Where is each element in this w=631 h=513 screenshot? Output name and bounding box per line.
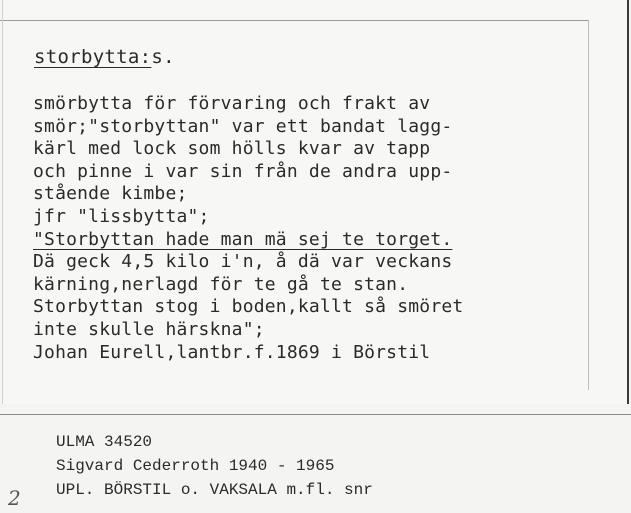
card-top-rule	[0, 20, 588, 21]
card-right-rule	[588, 20, 589, 390]
location: UPL. BÖRSTIL o. VAKSALA m.fl. snr	[56, 481, 373, 499]
source-line: Johan Eurell,lantbr.f.1869 i Börstil	[33, 341, 431, 363]
quote-line: kärning,nerlagd för te gå te stan.	[33, 273, 409, 295]
archive-id: ULMA 34520	[56, 433, 153, 451]
text-line: och pinne i var sin från de andra upp-	[33, 160, 453, 182]
text-line: smör;"storbyttan" var ett bandat lagg-	[33, 115, 453, 137]
text-line: smörbytta för förvaring och frakt av	[33, 93, 431, 114]
definition-text	[33, 93, 463, 364]
quote-line: "Storbyttan hade man mä sej te torget.	[33, 228, 453, 250]
text-line: kärl med lock som hölls kvar av tapp	[33, 138, 431, 160]
card-left-edge	[2, 0, 3, 404]
footer-divider	[0, 414, 631, 415]
collector: Sigvard Cederroth 1940 - 1965	[56, 457, 335, 475]
text-line: stående kimbe;	[33, 183, 188, 205]
headword: storbytta:	[34, 46, 152, 68]
text-line: jfr "lissbytta";	[33, 205, 210, 227]
headword-line	[34, 46, 175, 68]
gender-label: s.	[151, 46, 175, 68]
quote-line: Storbyttan stog i boden,kallt så smöret	[33, 296, 464, 318]
archive-footer	[56, 430, 373, 502]
quote-line: Dä geck 4,5 kilo i'n, å dä var veckans	[33, 251, 453, 273]
quote-line: inte skulle härskna";	[33, 318, 265, 340]
page-number: 2	[8, 486, 21, 510]
